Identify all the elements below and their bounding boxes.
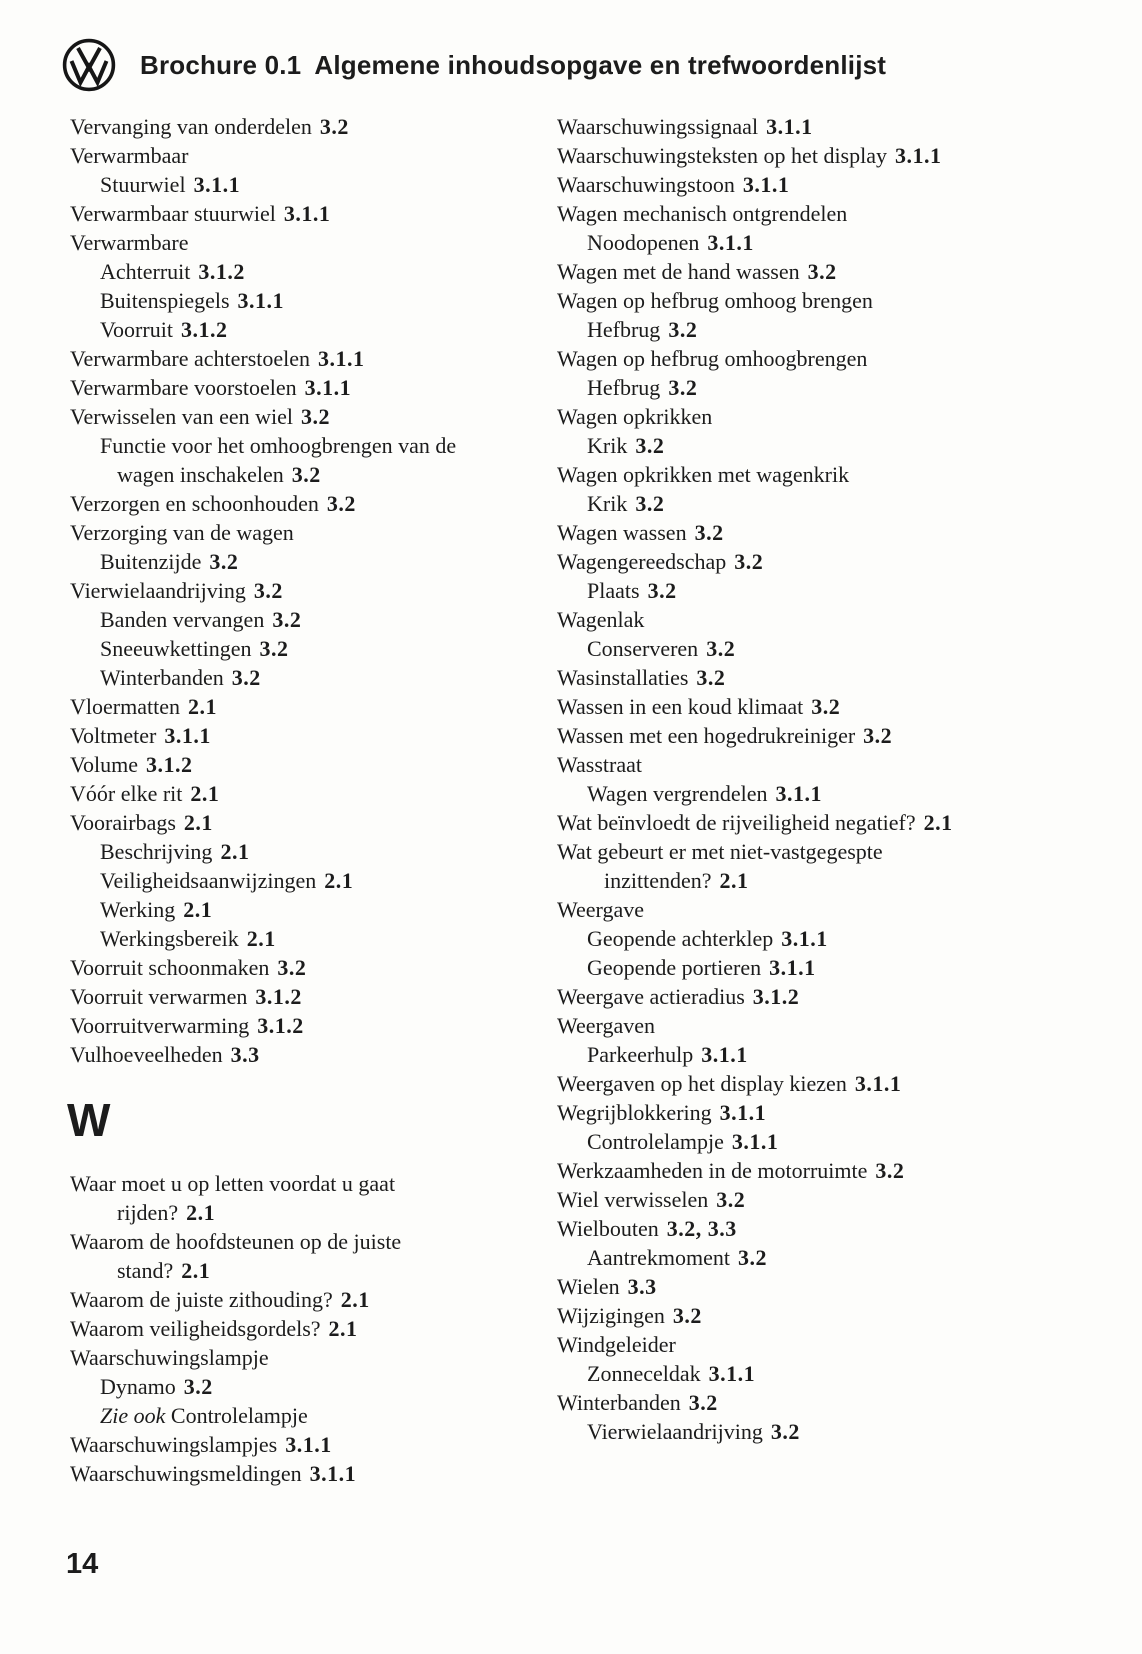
page-ref: 3.1.1 [781, 926, 828, 951]
index-entry [557, 866, 1105, 895]
index-entry [557, 1156, 1105, 1185]
page-ref: 3.2 [696, 665, 726, 690]
entry-text: Hefbrug [587, 375, 661, 400]
index-entry [70, 1430, 532, 1459]
entry-text: Windgeleider [557, 1332, 676, 1357]
index-entry [557, 431, 1105, 460]
entry-text: Verwarmbare voorstoelen [70, 375, 297, 400]
index-entry [557, 141, 1105, 170]
entry-text: Werkzaamheden in de motorruimte [557, 1158, 868, 1183]
entry-text: Verzorgen en schoonhouden [70, 491, 319, 516]
page-header [62, 38, 886, 92]
entry-text: Waarschuwingsmeldingen [70, 1461, 302, 1486]
entry-text: Sneeuwkettingen [100, 636, 252, 661]
index-entry [70, 924, 532, 953]
index-entry [70, 663, 532, 692]
index-entry [70, 576, 532, 605]
page-ref: 3.2 [272, 607, 302, 632]
index-entry [557, 518, 1105, 547]
vw-logo-icon [62, 38, 116, 92]
page-ref: 3.1.2 [146, 752, 193, 777]
page-ref: 3.1.2 [752, 984, 800, 1009]
index-entry [557, 315, 1105, 344]
page-ref: 3.2 [734, 549, 764, 574]
entry-text: Geopende portieren [587, 955, 762, 980]
index-entry [557, 257, 1105, 286]
entry-text: Stuurwiel [100, 172, 186, 197]
page-ref: 3.1.1 [719, 1100, 767, 1125]
page-ref: 3.2 [635, 433, 665, 458]
page-ref: 3.2 [807, 259, 837, 284]
index-entry [70, 228, 532, 257]
index-entry [557, 692, 1105, 721]
entry-text: Verwarmbare [70, 230, 189, 255]
entry-text: Voorruit verwarmen [70, 984, 248, 1009]
index-entry [70, 286, 532, 315]
entry-text: Banden vervangen [100, 607, 265, 632]
index-entry [70, 750, 532, 779]
page-ref: 3.2 [811, 694, 841, 719]
index-entry [557, 576, 1105, 605]
index-entry [557, 170, 1105, 199]
index-entry [557, 1359, 1105, 1388]
entry-text: Waarom de juiste zithouding? [70, 1287, 333, 1312]
entry-text: Voltmeter [70, 723, 157, 748]
entry-text: Wegrijblokkering [557, 1100, 712, 1125]
see-also-prefix: Zie ook [100, 1403, 171, 1428]
entry-text: Verwarmbaar [70, 143, 189, 168]
entry-text: Dynamo [100, 1374, 176, 1399]
index-entry [557, 344, 1105, 373]
entry-text: Wagenlak [557, 607, 645, 632]
page-ref: 3.1.1 [283, 201, 331, 226]
page-ref: 3.3 [230, 1042, 260, 1067]
entry-text: Waar moet u op letten voordat u gaat [70, 1171, 396, 1196]
index-entry [557, 373, 1105, 402]
index-entry [557, 982, 1105, 1011]
index-entry [557, 1098, 1105, 1127]
entry-text: inzittenden? [604, 868, 712, 893]
entry-text: Wijzigingen [557, 1303, 665, 1328]
page-ref: 3.2 [716, 1187, 746, 1212]
index-entry [70, 1198, 532, 1227]
index-entry [70, 779, 532, 808]
index-entry [70, 547, 532, 576]
index-entry [557, 112, 1105, 141]
index-entry [557, 837, 1105, 866]
entry-text: Verwarmbaar stuurwiel [70, 201, 276, 226]
page-number: 14 [66, 1548, 99, 1580]
index-entry [70, 1343, 532, 1372]
index-entry [557, 750, 1105, 779]
index-column-left [67, 112, 532, 1488]
page-ref: 3.1.1 [895, 143, 942, 168]
page-ref: 3.1.1 [769, 955, 816, 980]
index-entry [557, 286, 1105, 315]
entry-text: Geopende achterklep [587, 926, 774, 951]
page-ref: 3.2 [183, 1374, 213, 1399]
index-entry [70, 982, 532, 1011]
entry-text: Buitenzijde [100, 549, 202, 574]
page-ref: 3.1.1 [742, 172, 790, 197]
index-entry [70, 895, 532, 924]
entry-text: Waarschuwingstoon [557, 172, 735, 197]
page-ref: 3.2 [300, 404, 330, 429]
page-ref: 3.2 [668, 317, 698, 342]
index-entry [70, 808, 532, 837]
index-entry [70, 1372, 532, 1401]
page-ref: 3.1.2 [255, 984, 302, 1009]
index-entry [557, 634, 1105, 663]
entry-text: Winterbanden [557, 1390, 681, 1415]
page-ref: 3.1.1 [285, 1432, 332, 1457]
page-ref: 3.2 [326, 491, 356, 516]
entry-text: Weergaven op het display kiezen [557, 1071, 847, 1096]
entry-text: Waarschuwingslampje [70, 1345, 269, 1370]
entry-text: Achterruit [100, 259, 191, 284]
entry-text: Vloermatten [70, 694, 180, 719]
index-entry [557, 1011, 1105, 1040]
index-entry [557, 663, 1105, 692]
entry-text: Plaats [587, 578, 640, 603]
page-ref: 2.1 [183, 897, 213, 922]
page-ref: 3.1.1 [766, 114, 813, 139]
index-entry [557, 808, 1105, 837]
entry-text: Vierwielaandrijving [587, 1419, 763, 1444]
page-ref: 3.2 [647, 578, 677, 603]
page-ref: 3.1.1 [318, 346, 365, 371]
page-ref: 3.1.2 [198, 259, 245, 284]
index-entry [70, 1401, 532, 1430]
page-ref: 2.1 [187, 694, 217, 719]
entry-text: Beschrijving [100, 839, 213, 864]
index-entry [70, 692, 532, 721]
entry-text: Wasinstallaties [557, 665, 689, 690]
page-ref: 3.1.2 [257, 1013, 304, 1038]
index-entry [557, 402, 1105, 431]
page-ref: 3.1.1 [193, 172, 241, 197]
page-ref: 3.2 [231, 665, 261, 690]
page-ref: 3.1.1 [309, 1461, 357, 1486]
page-ref: 3.1.1 [708, 1361, 756, 1386]
entry-text: Weergaven [557, 1013, 655, 1038]
page-ref: 3.2 [253, 578, 283, 603]
entry-text: Verzorging van de wagen [70, 520, 294, 545]
page-ref: 3.1.1 [731, 1129, 779, 1154]
entry-text: Noodopenen [587, 230, 700, 255]
index-entry [557, 779, 1105, 808]
entry-text: Wassen in een koud klimaat [557, 694, 804, 719]
index-entry [557, 953, 1105, 982]
index-entry [70, 953, 532, 982]
entry-text: Functie voor het omhoogbrengen van de [100, 433, 457, 458]
page-ref: 3.3 [627, 1274, 657, 1299]
index-entry [70, 1314, 532, 1343]
entry-text: Vóór elke rit [70, 781, 183, 806]
index-entry [70, 489, 532, 518]
index-entry [70, 460, 532, 489]
entry-text: Volume [70, 752, 139, 777]
index-entry [70, 199, 532, 228]
index-entry [557, 547, 1105, 576]
entry-text: Vierwielaandrijving [70, 578, 246, 603]
index-entry [70, 1040, 532, 1069]
index-entry [70, 141, 532, 170]
header-title-prefix: Brochure 0.1 [140, 49, 302, 80]
entry-text: Krik [587, 433, 628, 458]
entry-text: Waarschuwingslampjes [70, 1432, 278, 1457]
page-ref: 2.1 [923, 810, 953, 835]
index-entry [557, 489, 1105, 518]
index-entry [70, 373, 532, 402]
entry-text: Werking [100, 897, 176, 922]
index-entry [557, 895, 1105, 924]
section-letter-heading: W [67, 1094, 111, 1146]
entry-text: stand? [117, 1258, 174, 1283]
entry-text: Controlelampje [170, 1403, 308, 1428]
index-entry [70, 837, 532, 866]
entry-text: Waarschuwingssignaal [557, 114, 759, 139]
index-entry [557, 1214, 1105, 1243]
index-entry [70, 866, 532, 895]
page-ref: 2.1 [181, 1258, 211, 1283]
page-ref: 3.2 [635, 491, 665, 516]
entry-text: Wagen opkrikken [557, 404, 713, 429]
page-ref: 3.2 [688, 1390, 718, 1415]
entry-text: Veiligheidsaanwijzingen [100, 868, 317, 893]
entry-text: Buitenspiegels [100, 288, 230, 313]
entry-text: Verwarmbare achterstoelen [70, 346, 311, 371]
entry-text: rijden? [117, 1200, 179, 1225]
entry-text: Wagen opkrikken met wagenkrik [557, 462, 850, 487]
index-entry [70, 112, 532, 141]
entry-text: Wagen op hefbrug omhoogbrengen [557, 346, 868, 371]
entry-text: Wagen mechanisch ontgrendelen [557, 201, 848, 226]
entry-text: Voorruit schoonmaken [70, 955, 270, 980]
page-ref: 3.2 [319, 114, 349, 139]
entry-text: Wielen [557, 1274, 620, 1299]
entry-text: Hefbrug [587, 317, 661, 342]
page-ref: 2.1 [719, 868, 749, 893]
entry-text: Zonneceldak [587, 1361, 701, 1386]
index-entry [70, 170, 532, 199]
index-entry [70, 257, 532, 286]
entry-text: Waarom de hoofdsteunen op de juiste [70, 1229, 402, 1254]
entry-text: Vulhoeveelheden [70, 1042, 223, 1067]
index-entry [557, 1301, 1105, 1330]
page-ref: 3.2 [668, 375, 698, 400]
page-ref: 3.1.1 [854, 1071, 902, 1096]
index-entry [557, 1330, 1105, 1359]
page-ref: 3.2 [737, 1245, 767, 1270]
page-ref: 2.1 [246, 926, 276, 951]
index-entry [70, 344, 532, 373]
index-column-right [557, 112, 1105, 1446]
page-ref: 3.2 [209, 549, 239, 574]
index-entry [557, 721, 1105, 750]
entry-text: Wat beïnvloedt de rijveiligheid negatief? [557, 810, 916, 835]
entry-text: Wagen wassen [557, 520, 687, 545]
entry-text: Weergave [557, 897, 644, 922]
index-entry [557, 924, 1105, 953]
page-ref: 3.2, 3.3 [666, 1216, 737, 1241]
page-ref: 2.1 [183, 810, 213, 835]
index-entry [70, 1169, 532, 1198]
page-ref: 3.2 [277, 955, 307, 980]
index-entry [70, 1459, 532, 1488]
page-ref: 2.1 [340, 1287, 370, 1312]
index-entry [557, 1388, 1105, 1417]
page-ref: 3.2 [770, 1419, 800, 1444]
page-ref: 3.1.1 [707, 230, 754, 255]
entry-text: Wat gebeurt er met niet-vastgegespte [557, 839, 883, 864]
page-ref: 3.2 [694, 520, 724, 545]
index-entry [70, 721, 532, 750]
page-ref: 3.2 [259, 636, 289, 661]
entry-text: Wielbouten [557, 1216, 659, 1241]
page-ref: 2.1 [220, 839, 250, 864]
index-entry [557, 460, 1105, 489]
index-entry [557, 199, 1105, 228]
entry-text: Wagen met de hand wassen [557, 259, 800, 284]
entry-text: Conserveren [587, 636, 699, 661]
entry-text: Wagen op hefbrug omhoog brengen [557, 288, 873, 313]
index-entry [70, 605, 532, 634]
page-ref: 3.1.1 [775, 781, 822, 806]
index-entry [70, 1285, 532, 1314]
page-ref: 3.2 [875, 1158, 905, 1183]
page-ref: 2.1 [190, 781, 220, 806]
entry-text: wagen inschakelen [117, 462, 284, 487]
page-ref: 3.2 [291, 462, 321, 487]
entry-text: Voorruit [100, 317, 173, 342]
index-entry [557, 1040, 1105, 1069]
page-ref: 3.1.1 [304, 375, 352, 400]
index-entry [557, 1417, 1105, 1446]
entry-text: Wiel verwisselen [557, 1187, 709, 1212]
entry-text: Controlelampje [587, 1129, 724, 1154]
index-entry [557, 1272, 1105, 1301]
page-ref: 2.1 [186, 1200, 216, 1225]
index-entry [70, 634, 532, 663]
index-entry [557, 1185, 1105, 1214]
entry-text: Krik [587, 491, 628, 516]
entry-text: Voorruitverwarming [70, 1013, 250, 1038]
entry-text: Voorairbags [70, 810, 176, 835]
index-entry [70, 1256, 532, 1285]
entry-text: Winterbanden [100, 665, 224, 690]
entry-text: Wagengereedschap [557, 549, 727, 574]
page-ref: 3.1.1 [701, 1042, 748, 1067]
entry-text: Wassen met een hogedrukreiniger [557, 723, 856, 748]
index-entry [70, 315, 532, 344]
header-title-main: Algemene inhoudsopgave en trefwoordenlijst [314, 49, 887, 80]
page-ref: 3.1.1 [237, 288, 285, 313]
page-ref: 2.1 [324, 868, 354, 893]
entry-text: Wagen vergrendelen [587, 781, 768, 806]
page-ref: 3.1.1 [164, 723, 211, 748]
page-ref: 3.1.2 [180, 317, 228, 342]
page-ref: 3.2 [672, 1303, 702, 1328]
index-entry [70, 518, 532, 547]
entry-text: Verwisselen van een wiel [70, 404, 293, 429]
page-ref: 2.1 [328, 1316, 358, 1341]
entry-text: Parkeerhulp [587, 1042, 694, 1067]
index-entry [557, 1127, 1105, 1156]
entry-text: Waarom veiligheidsgordels? [70, 1316, 321, 1341]
entry-text: Werkingsbereik [100, 926, 239, 951]
entry-text: Vervanging van onderdelen [70, 114, 312, 139]
page-ref: 3.2 [706, 636, 736, 661]
index-entry [70, 402, 532, 431]
header-title [140, 50, 886, 81]
index-entry [70, 431, 532, 460]
index-entry [557, 1243, 1105, 1272]
index-entry [70, 1227, 532, 1256]
entry-text: Aantrekmoment [587, 1245, 730, 1270]
page-ref: 3.2 [863, 723, 893, 748]
entry-text: Wasstraat [557, 752, 642, 777]
index-entry [557, 605, 1105, 634]
entry-text: Weergave actieradius [557, 984, 745, 1009]
index-entry [70, 1011, 532, 1040]
index-entry [557, 228, 1105, 257]
entry-text: Waarschuwingsteksten op het display [557, 143, 887, 168]
index-entry [557, 1069, 1105, 1098]
